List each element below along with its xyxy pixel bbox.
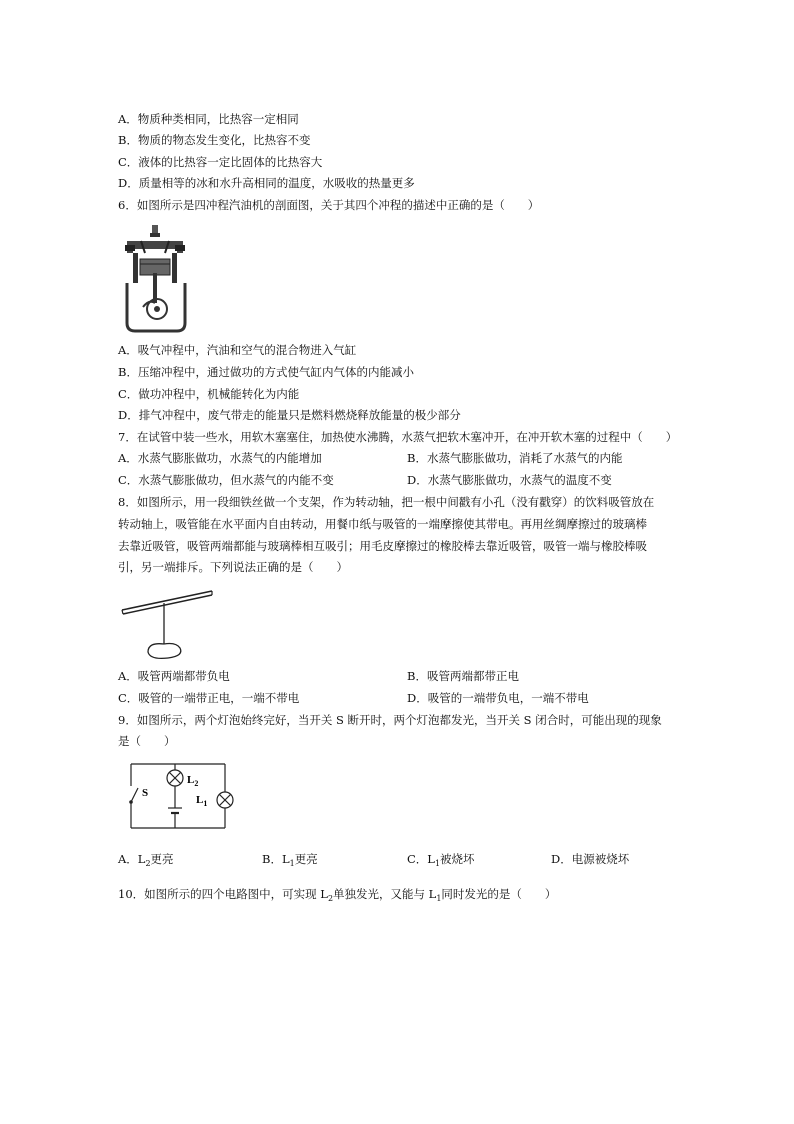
q6-option-c: C．做功冲程中，机械能转化为内能 [118,387,300,401]
q8-stem-line-1: 8．如图所示，用一段细铁丝做一个支架，作为转动轴，把一根中间戳有小孔（没有戳穿）的饮料吸管放在 [118,495,655,509]
q7-option-d: D．水蒸气膨胀做功，水蒸气的温度不变 [407,473,612,487]
q9-option-b: B．$L_1$更亮 [262,852,318,868]
q9-option-c: C．$L_1$被烧坏 [407,852,475,868]
q5-option-b: B．物质的物态发生变化，比热容不变 [118,133,311,147]
lamp-l1-label: $L_1$ [196,794,208,808]
q10-stem: 10．如图所示的四个电路图中，可实现 $L_2$单独发光，又能与 $L_1$同时发光的是（ ） [118,887,557,903]
q8-option-c: C．吸管的一端带正电，一端不带电 [118,691,300,705]
q8-stem-line-4: 引，另一端排斥。下列说法正确的是（ ） [118,560,348,574]
q8-option-a: A．吸管两端都带负电 [118,669,230,683]
q9-stem-line-1: 9．如图所示，两个灯泡始终完好，当开关 S 断开时，两个灯泡都发光，当开关 S 闭合时，可能出现的现象 [118,713,662,727]
q6-stem: 6．如图所示是四冲程汽油机的剖面图，关于其四个冲程的描述中正确的是（ ） [118,198,540,212]
q7-stem: 7．在试管中装一些水，用软木塞塞住，加热使水沸腾，水蒸气把软木塞冲开，在冲开软木塞的过程中（ ） [118,430,678,444]
q8-stem-line-3: 去靠近吸管，吸管两端都能与玻璃棒相互吸引；用毛皮摩擦过的橡胶棒去靠近吸管，吸管一端与橡胶棒吸 [118,539,647,553]
q8-option-b: B．吸管两端都带正电 [407,669,519,683]
switch-label: S [142,787,149,799]
q9-stem-line-2: 是（ ） [118,734,176,748]
engine-cross-section-figure [121,223,191,335]
q8-stem-line-2: 转动轴上，吸管能在水平面内自由转动，用餐巾纸与吸管的一端摩擦使其带电。再用丝绸摩擦过的玻璃棒 [118,517,647,531]
q6-option-b: B．压缩冲程中，通过做功的方式使气缸内气体的内能减小 [118,365,414,379]
q5-option-d: D．质量相等的冰和水升高相同的温度，水吸收的热量更多 [118,176,415,190]
q5-option-a: A．物质种类相同，比热容一定相同 [118,112,299,126]
q6-option-a: A．吸气冲程中，汽油和空气的混合物进入气缸 [118,343,357,357]
q7-option-c: C．水蒸气膨胀做功，但水蒸气的内能不变 [118,473,334,487]
q7-option-b: B．水蒸气膨胀做功，消耗了水蒸气的内能 [407,451,623,465]
q9-option-d: D．电源被烧坏 [551,852,630,866]
q7-option-a: A．水蒸气膨胀做功，水蒸气的内能增加 [118,451,322,465]
q9-option-a: A．$L_2$更亮 [118,852,174,868]
straw-stand-figure [118,586,218,660]
lamp-l2-label: $L_2$ [187,774,199,788]
q8-option-d: D．吸管的一端带负电，一端不带电 [407,691,589,705]
q5-option-c: C．液体的比热容一定比固体的比热容大 [118,155,323,169]
q6-option-d: D．排气冲程中，废气带走的能量只是燃料燃烧释放能量的极少部分 [118,408,461,422]
circuit-diagram-figure [125,758,235,832]
